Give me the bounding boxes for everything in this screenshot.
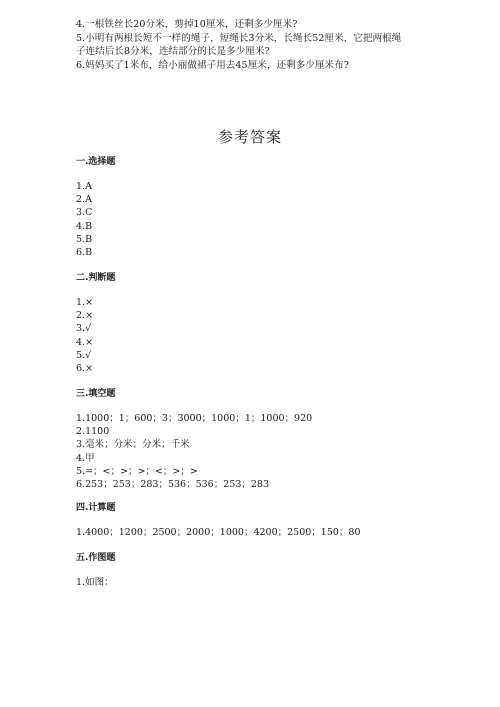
section-true-false [76, 272, 115, 375]
section-multiple-choice [76, 156, 115, 259]
answer-item: 3.√ [76, 323, 92, 335]
answer-item: 5.B [76, 233, 93, 245]
section-heading: 三.填空题 [76, 389, 116, 399]
answer-item: 4.甲 [76, 452, 95, 464]
section-heading: 四.计算题 [76, 503, 116, 513]
problem-list [76, 18, 401, 72]
problem-line: 6.妈妈买了1米布，给小丽做裙子用去45厘米，还剩多少厘米布? [76, 59, 349, 71]
answer-item: 1.4000；1200；2500；2000；1000；4200；2500；150；80 [76, 527, 361, 538]
answer-item: 2.A [76, 194, 92, 206]
answer-item: 5.=；<；>；>；<；>；> [76, 465, 198, 477]
answer-item: 5.√ [76, 349, 92, 361]
section-heading: 一.选择题 [76, 157, 116, 167]
answer-item: 3.C [76, 207, 93, 219]
answer-item: 4.× [76, 336, 94, 348]
answer-item: 6.253；253；283；536；536；253；283 [76, 478, 269, 490]
answer-item: 6.× [76, 362, 94, 374]
answer-item: 1.× [76, 297, 94, 308]
answer-item: 4.B [76, 220, 93, 232]
answer-item: 6.B [76, 246, 93, 258]
section-fill-blank [76, 388, 312, 491]
answer-item: 2.× [76, 310, 94, 322]
section-heading: 二.判断题 [76, 273, 116, 283]
section-calculation [76, 502, 361, 539]
answer-item: 2.1100 [76, 426, 110, 438]
section-heading: 五.作图题 [76, 553, 116, 563]
section-drawing [76, 552, 115, 589]
answer-item: 1.A [76, 181, 92, 192]
answer-title: 参考答案 [217, 128, 282, 146]
problem-line: 4.一根铁丝长20分米，剪掉10厘米，还剩多少厘米? [76, 19, 298, 30]
answer-item: 1.1000；1；600；3；3000；1000；1；1000；920 [76, 413, 313, 424]
problem-line: 子连结后长8分米，连结部分的长是多少厘米? [76, 46, 270, 57]
answer-item: 3.毫米；分米；分米；千米 [76, 439, 190, 451]
answer-item: 1.如图： [76, 577, 114, 588]
problem-line: 5.小明有两根长短不一样的绳子，短绳长3分米，长绳长52厘米，它把两根绳 [76, 32, 402, 44]
